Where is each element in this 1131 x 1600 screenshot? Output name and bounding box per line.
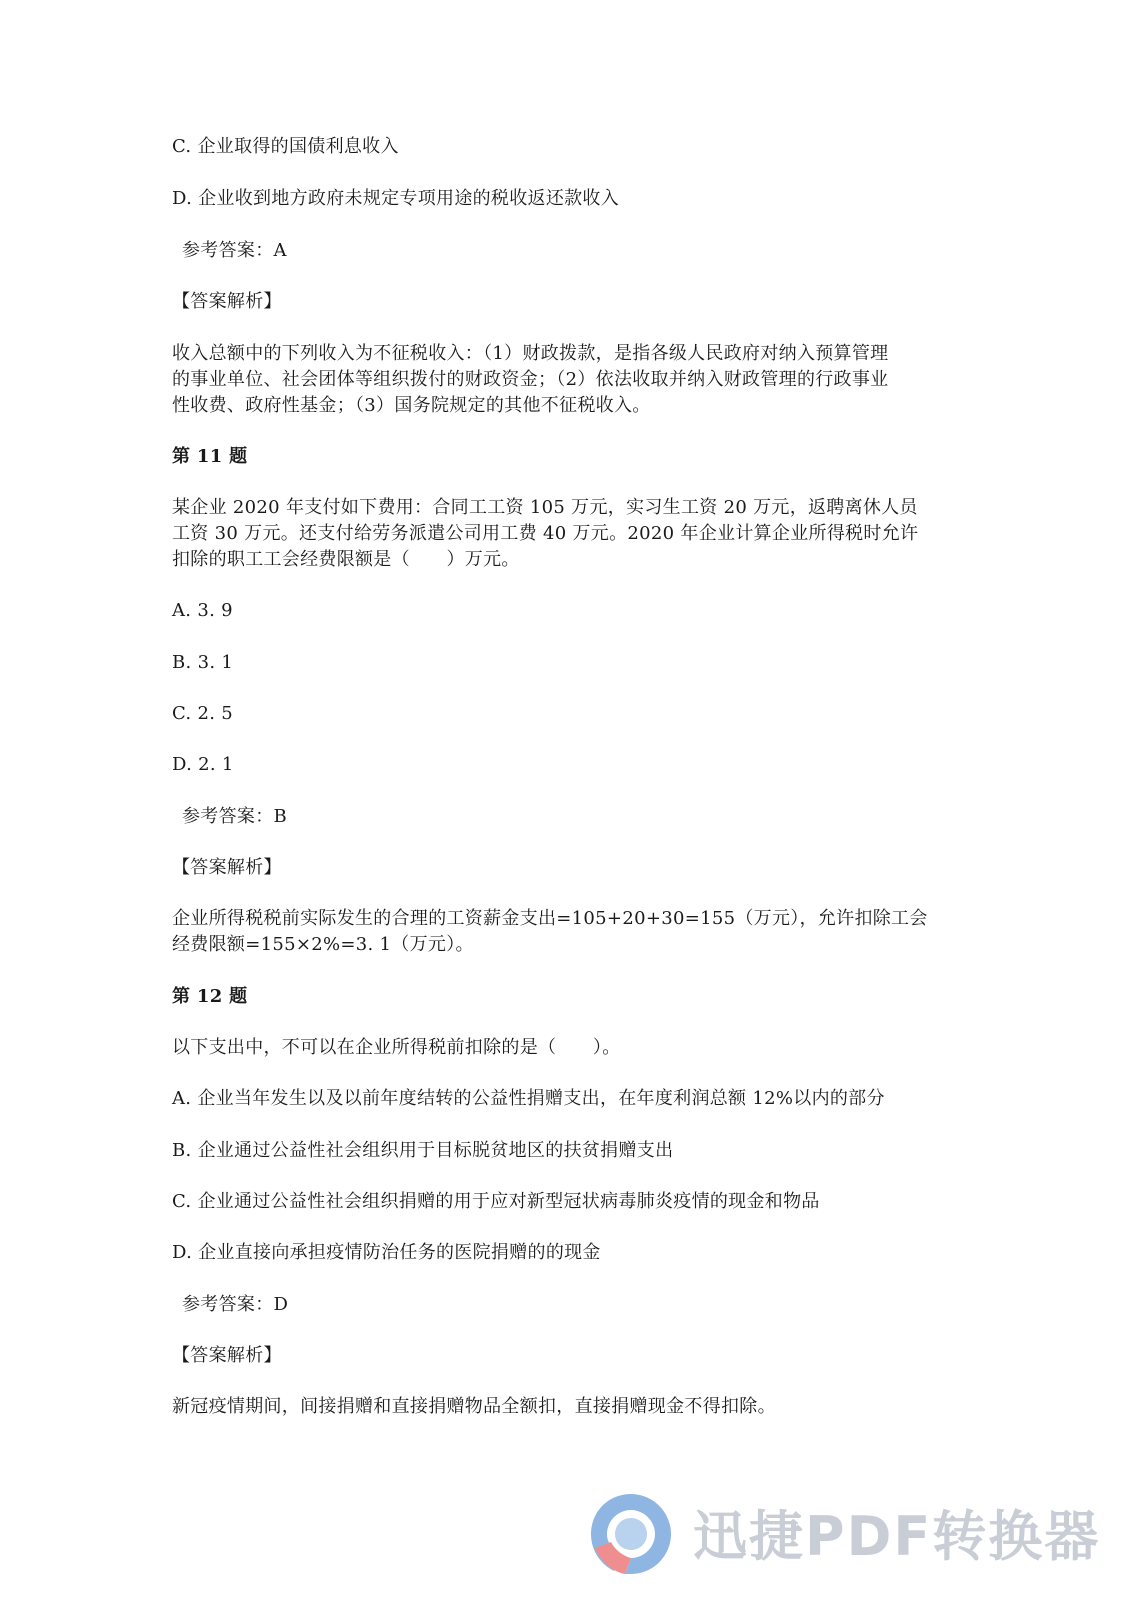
q10-option-d: D. 企业收到地方政府未规定专项用途的税收返还款收入 xyxy=(172,188,620,209)
q11-option-d: D. 2. 1 xyxy=(172,754,234,775)
q11-stem-line-2: 工资 30 万元。还支付给劳务派遣公司用工费 40 万元。2020 年企业计算企业所得税时允许 xyxy=(172,523,919,544)
q12-option-a: A. 企业当年发生以及以前年度结转的公益性捐赠支出，在年度利润总额 12%以内的部分 xyxy=(172,1088,885,1109)
q11-stem-line-3: 扣除的职工工会经费限额是（ ）万元。 xyxy=(172,549,520,570)
q12-title: 第 12 题 xyxy=(172,986,248,1007)
q12-option-b: B. 企业通过公益性社会组织用于目标脱贫地区的扶贫捐赠支出 xyxy=(172,1140,674,1161)
q11-option-a: A. 3. 9 xyxy=(172,600,233,621)
q10-analysis-line-3: 性收费、政府性基金；（3）国务院规定的其他不征税收入。 xyxy=(172,395,651,416)
converter-logo-icon xyxy=(585,1488,677,1580)
q12-analysis-heading: 【答案解析】 xyxy=(172,1345,282,1366)
watermark xyxy=(585,1488,1105,1588)
q11-stem-line-1: 某企业 2020 年支付如下费用：合同工工资 105 万元，实习生工资 20 万元，返聘离休人员 xyxy=(172,497,918,518)
q10-answer: 参考答案：A xyxy=(182,240,287,261)
watermark-text: 迅捷PDF转换器 xyxy=(693,1505,1101,1568)
q11-analysis-line-2: 经费限额=155×2%=3. 1（万元）。 xyxy=(172,934,474,955)
q10-option-c: C. 企业取得的国债利息收入 xyxy=(172,136,399,157)
q10-analysis-line-2: 的事业单位、社会团体等组织拨付的财政资金；（2）依法收取并纳入财政管理的行政事业 xyxy=(172,369,889,390)
q12-answer: 参考答案：D xyxy=(182,1294,289,1315)
q12-option-d: D. 企业直接向承担疫情防治任务的医院捐赠的的现金 xyxy=(172,1242,601,1263)
q11-option-b: B. 3. 1 xyxy=(172,652,234,673)
q12-analysis: 新冠疫情期间，间接捐赠和直接捐赠物品全额扣，直接捐赠现金不得扣除。 xyxy=(172,1396,776,1417)
q11-title: 第 11 题 xyxy=(172,446,248,467)
q11-analysis-line-1: 企业所得税税前实际发生的合理的工资薪金支出=105+20+30=155（万元），允许扣除工会 xyxy=(172,908,928,929)
q11-answer: 参考答案：B xyxy=(182,806,288,827)
q11-analysis-heading: 【答案解析】 xyxy=(172,857,282,878)
q10-analysis-line-1: 收入总额中的下列收入为不征税收入：（1）财政拨款，是指各级人民政府对纳入预算管理 xyxy=(172,343,889,364)
q12-option-c: C. 企业通过公益性社会组织捐赠的用于应对新型冠状病毒肺炎疫情的现金和物品 xyxy=(172,1191,820,1212)
q10-analysis-heading: 【答案解析】 xyxy=(172,291,282,312)
q11-option-c: C. 2. 5 xyxy=(172,703,234,724)
q12-stem: 以下支出中，不可以在企业所得税前扣除的是（ ）。 xyxy=(172,1037,621,1058)
